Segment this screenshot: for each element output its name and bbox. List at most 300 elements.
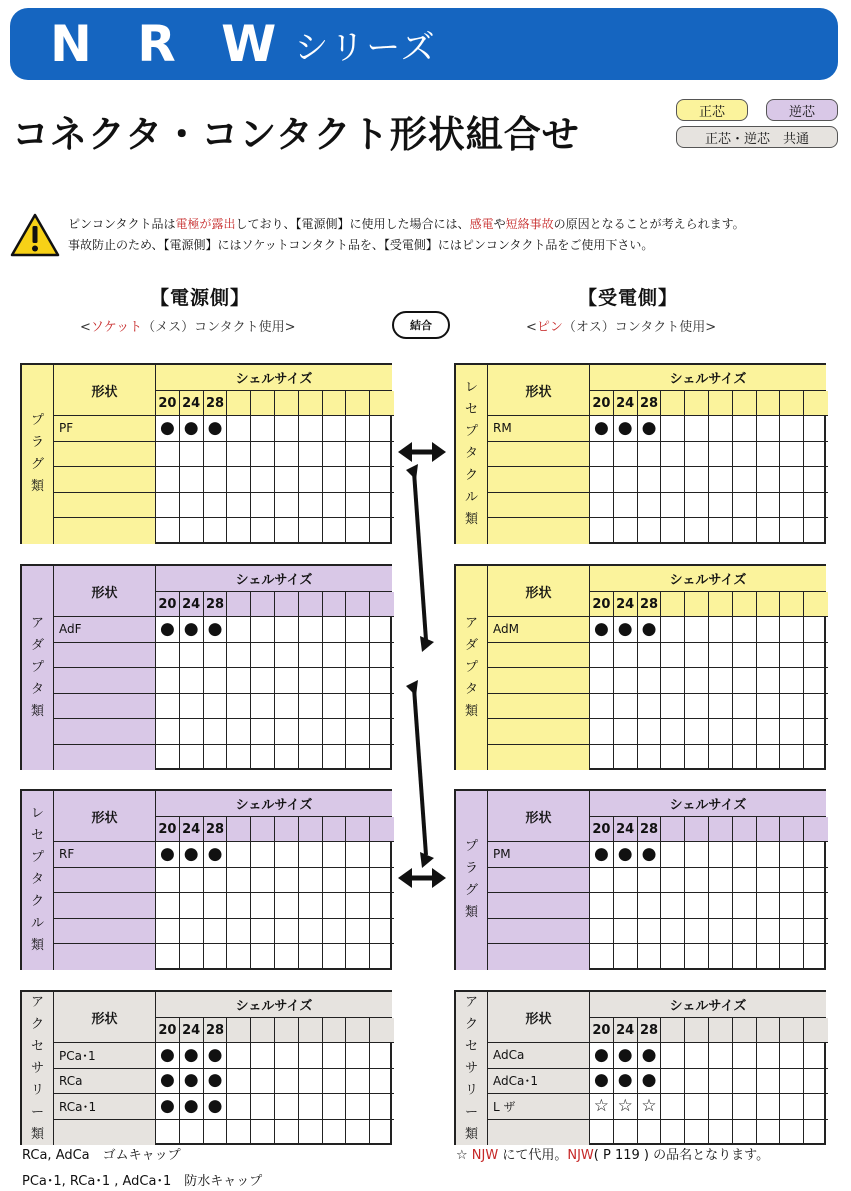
grid-cell [590, 643, 614, 669]
text-segment: しており、【電源側】に使用した場合には、 [235, 217, 470, 231]
grid-cell [323, 745, 347, 771]
grid-cell [275, 868, 299, 894]
substitute-mark-cell: ☆ [638, 1094, 662, 1120]
shape-header: 形状 [54, 365, 156, 416]
grid-cell [804, 1069, 828, 1095]
grid-cell [227, 668, 251, 694]
grid-cell [346, 944, 370, 970]
grid-cell [370, 1043, 394, 1069]
grid-cell [251, 416, 275, 442]
text-segment: ピンコンタクト品は [68, 217, 176, 231]
grid-cell [323, 1094, 347, 1120]
grid-cell [733, 442, 757, 468]
legend-common: 正芯・逆芯 共通 [676, 126, 838, 148]
shell-size-cell [733, 817, 757, 842]
grid-cell [323, 842, 347, 868]
grid-cell [323, 493, 347, 519]
compatible-mark-cell: ● [156, 416, 180, 442]
grid-cell [346, 1069, 370, 1095]
grid-cell [709, 893, 733, 919]
highlight-text: NJW [471, 1148, 499, 1163]
brand-name: N R W [50, 15, 291, 73]
grid-cell [638, 868, 662, 894]
grid-cell [275, 842, 299, 868]
shell-size-cell [227, 391, 251, 416]
grid-cell [804, 919, 828, 945]
text-segment: ( P 119 ) の品名となります。 [593, 1148, 770, 1163]
grid-cell [709, 944, 733, 970]
grid-cell [370, 745, 394, 771]
compatible-mark-cell: ● [638, 1043, 662, 1069]
row-label: L ザ [488, 1094, 590, 1120]
shell-size-header: シェルサイズ [590, 566, 826, 592]
grid-cell [299, 868, 323, 894]
grid-cell [709, 668, 733, 694]
grid-cell [227, 416, 251, 442]
grid-cell [804, 668, 828, 694]
row-label [54, 643, 156, 669]
grid-cell [780, 1120, 804, 1146]
shell-size-cell [299, 391, 323, 416]
grid-cell [370, 868, 394, 894]
shell-size-cell: 24 [614, 1018, 638, 1043]
grid-cell [275, 493, 299, 519]
grid-cell [346, 893, 370, 919]
grid-cell [156, 944, 180, 970]
compatible-mark-cell: ● [180, 617, 204, 643]
grid-cell [204, 1120, 228, 1146]
grid-cell [661, 442, 685, 468]
shell-size-cell [685, 817, 709, 842]
grid-cell [757, 694, 781, 720]
grid-cell [251, 745, 275, 771]
grid-cell [370, 518, 394, 544]
grid-cell [804, 617, 828, 643]
shell-size-cell [661, 592, 685, 617]
grid-cell [804, 719, 828, 745]
grid-cell [323, 467, 347, 493]
compatible-mark-cell: ● [614, 617, 638, 643]
grid-cell [227, 944, 251, 970]
grid-cell [370, 694, 394, 720]
grid-cell [590, 467, 614, 493]
grid-cell [370, 617, 394, 643]
shell-size-cell: 20 [156, 817, 180, 842]
shell-size-cell [757, 817, 781, 842]
grid-cell [370, 467, 394, 493]
grid-cell [180, 1120, 204, 1146]
grid-cell [275, 643, 299, 669]
row-label [54, 442, 156, 468]
grid-cell [156, 694, 180, 720]
compatible-mark-cell: ● [156, 1069, 180, 1095]
grid-cell [346, 493, 370, 519]
grid-cell [156, 893, 180, 919]
shell-size-cell [661, 1018, 685, 1043]
shell-size-cell: 24 [180, 1018, 204, 1043]
compatible-mark-cell: ● [638, 1069, 662, 1095]
shell-size-cell [275, 817, 299, 842]
row-label: AdF [54, 617, 156, 643]
grid-cell [299, 1069, 323, 1095]
shell-size-cell [299, 592, 323, 617]
shell-size-cell: 24 [614, 592, 638, 617]
grid-cell [757, 1043, 781, 1069]
grid-cell [638, 1120, 662, 1146]
grid-cell [685, 842, 709, 868]
row-label [54, 493, 156, 519]
row-label: AdM [488, 617, 590, 643]
grid-cell [804, 1043, 828, 1069]
grid-cell [661, 467, 685, 493]
grid-cell [275, 1069, 299, 1095]
grid-cell [804, 442, 828, 468]
grid-cell [323, 868, 347, 894]
grid-cell [156, 919, 180, 945]
grid-cell [370, 919, 394, 945]
grid-cell [346, 842, 370, 868]
text-segment: ☆ [456, 1148, 472, 1163]
grid-cell [709, 442, 733, 468]
shell-size-cell [804, 817, 828, 842]
warning-triangle-icon [10, 213, 60, 257]
grid-cell [156, 668, 180, 694]
receiving-side-subtitle: <ピン（オス）コンタクト使用> [526, 320, 717, 335]
shell-size-cell: 24 [180, 391, 204, 416]
grid-cell [757, 868, 781, 894]
grid-cell [180, 518, 204, 544]
grid-cell [780, 919, 804, 945]
grid-cell [180, 694, 204, 720]
row-label [54, 919, 156, 945]
grid-cell [709, 842, 733, 868]
grid-cell [204, 694, 228, 720]
grid-cell [757, 518, 781, 544]
shell-size-cell [780, 391, 804, 416]
grid-cell [661, 694, 685, 720]
grid-cell [614, 919, 638, 945]
grid-cell [156, 719, 180, 745]
grid-cell [638, 643, 662, 669]
shell-size-cell [757, 391, 781, 416]
shell-size-cell: 28 [638, 592, 662, 617]
grid-cell [323, 944, 347, 970]
grid-cell [370, 1069, 394, 1095]
shell-size-cell [299, 817, 323, 842]
grid-cell [370, 944, 394, 970]
grid-cell [614, 944, 638, 970]
grid-cell [251, 694, 275, 720]
grid-cell [180, 868, 204, 894]
grid-cell [275, 694, 299, 720]
grid-cell [204, 668, 228, 694]
grid-cell [204, 893, 228, 919]
grid-cell [590, 694, 614, 720]
grid-cell [757, 745, 781, 771]
grid-cell [299, 493, 323, 519]
grid-cell [757, 442, 781, 468]
grid-cell [275, 719, 299, 745]
shell-size-cell: 28 [204, 592, 228, 617]
text-segment: や [493, 217, 506, 231]
grid-cell [251, 493, 275, 519]
grid-cell [780, 416, 804, 442]
row-label [54, 467, 156, 493]
shell-size-cell [251, 817, 275, 842]
grid-cell [661, 745, 685, 771]
grid-cell [733, 944, 757, 970]
grid-cell [614, 694, 638, 720]
shell-size-cell [275, 1018, 299, 1043]
grid-cell [780, 467, 804, 493]
connection-arrows [392, 430, 452, 900]
grid-cell [804, 1120, 828, 1146]
grid-cell [638, 518, 662, 544]
grid-cell [204, 745, 228, 771]
grid-cell [757, 668, 781, 694]
grid-cell [780, 868, 804, 894]
grid-cell [227, 1094, 251, 1120]
grid-cell [661, 518, 685, 544]
grid-cell [227, 1120, 251, 1146]
grid-cell [275, 467, 299, 493]
shell-size-cell [323, 817, 347, 842]
grid-cell [709, 1043, 733, 1069]
grid-cell [180, 442, 204, 468]
row-label [488, 467, 590, 493]
grid-cell [299, 416, 323, 442]
grid-cell [346, 467, 370, 493]
grid-cell [804, 868, 828, 894]
grid-cell [685, 719, 709, 745]
grid-cell [733, 467, 757, 493]
shell-size-cell [323, 592, 347, 617]
grid-cell [614, 493, 638, 519]
grid-cell [323, 919, 347, 945]
grid-cell [757, 944, 781, 970]
grid-cell [757, 1094, 781, 1120]
grid-cell [323, 442, 347, 468]
compatible-mark-cell: ● [156, 842, 180, 868]
grid-cell [227, 893, 251, 919]
row-label [54, 868, 156, 894]
grid-cell [299, 1043, 323, 1069]
grid-cell [204, 518, 228, 544]
power-side-subtitle: <ソケット（メス）コンタクト使用> [80, 320, 296, 335]
compatible-mark-cell: ● [180, 842, 204, 868]
grid-cell [733, 1043, 757, 1069]
shell-size-cell: 20 [590, 817, 614, 842]
shell-size-cell: 28 [638, 817, 662, 842]
grid-cell [804, 643, 828, 669]
shape-header: 形状 [54, 566, 156, 617]
grid-cell [180, 493, 204, 519]
grid-cell [590, 493, 614, 519]
shape-header: 形状 [54, 992, 156, 1043]
highlight-text: 短絡事故 [505, 217, 554, 231]
shell-size-cell [780, 1018, 804, 1043]
grid-cell [275, 518, 299, 544]
grid-cell [709, 919, 733, 945]
grid-cell [733, 842, 757, 868]
grid-cell [323, 893, 347, 919]
compatible-mark-cell: ● [204, 617, 228, 643]
grid-cell [299, 617, 323, 643]
grid-cell [590, 893, 614, 919]
grid-cell [251, 668, 275, 694]
grid-cell [323, 694, 347, 720]
grid-cell [733, 893, 757, 919]
compatible-mark-cell: ● [590, 1069, 614, 1095]
grid-cell [709, 617, 733, 643]
grid-cell [590, 1120, 614, 1146]
grid-cell [370, 1094, 394, 1120]
row-label [54, 1120, 156, 1146]
grid-cell [299, 919, 323, 945]
grid-cell [733, 919, 757, 945]
grid-cell [180, 893, 204, 919]
series-banner [10, 8, 838, 80]
grid-cell [757, 719, 781, 745]
grid-cell [638, 893, 662, 919]
shell-size-header: シェルサイズ [590, 365, 826, 391]
grid-cell [323, 518, 347, 544]
compatible-mark-cell: ● [204, 1094, 228, 1120]
grid-cell [370, 668, 394, 694]
compatible-mark-cell: ● [638, 416, 662, 442]
grid-cell [757, 643, 781, 669]
receiving-side-title: 【受電側】 [578, 287, 679, 309]
shell-size-cell [780, 817, 804, 842]
grid-cell [661, 416, 685, 442]
grid-cell [757, 617, 781, 643]
substitute-mark-cell: ☆ [590, 1094, 614, 1120]
compatible-mark-cell: ● [204, 842, 228, 868]
grid-cell [661, 1094, 685, 1120]
grid-cell [227, 868, 251, 894]
grid-cell [590, 919, 614, 945]
grid-cell [780, 694, 804, 720]
grid-cell [590, 719, 614, 745]
shell-size-cell: 20 [156, 1018, 180, 1043]
shell-size-cell [709, 592, 733, 617]
grid-cell [757, 416, 781, 442]
grid-cell [275, 1094, 299, 1120]
grid-cell [590, 944, 614, 970]
grid-cell [780, 893, 804, 919]
grid-cell [614, 467, 638, 493]
grid-cell [180, 467, 204, 493]
grid-cell [156, 467, 180, 493]
shell-size-cell [346, 592, 370, 617]
grid-cell [757, 1069, 781, 1095]
grid-cell [685, 1120, 709, 1146]
warning-line-2: 事故防止のため、【電源側】にはソケットコンタクト品を、【受電側】にはピンコンタクト品をご使用下さい。 [68, 238, 654, 252]
category-label: プ ラ グ 類 [22, 365, 54, 544]
grid-cell [346, 518, 370, 544]
shell-size-cell: 28 [638, 1018, 662, 1043]
grid-cell [180, 643, 204, 669]
row-label [488, 745, 590, 771]
grid-cell [156, 493, 180, 519]
grid-cell [614, 668, 638, 694]
row-label [54, 518, 156, 544]
grid-cell [251, 518, 275, 544]
category-label: プ ラ グ 類 [456, 791, 488, 970]
grid-cell [323, 643, 347, 669]
grid-cell [733, 1120, 757, 1146]
category-label: ア ダ プ タ 類 [22, 566, 54, 770]
grid-cell [780, 719, 804, 745]
grid-cell [227, 745, 251, 771]
grid-cell [156, 868, 180, 894]
grid-cell [156, 745, 180, 771]
grid-cell [757, 493, 781, 519]
row-label [488, 668, 590, 694]
grid-cell [709, 694, 733, 720]
shell-size-cell: 24 [180, 592, 204, 617]
row-label [488, 893, 590, 919]
grid-cell [299, 643, 323, 669]
warning-line-1 [68, 214, 745, 235]
legend-reverse: 逆芯 [766, 99, 838, 121]
shell-size-header: シェルサイズ [590, 992, 826, 1018]
grid-cell [709, 745, 733, 771]
grid-cell [638, 745, 662, 771]
grid-cell [614, 518, 638, 544]
grid-cell [227, 643, 251, 669]
shell-size-header: シェルサイズ [156, 365, 392, 391]
row-label [488, 518, 590, 544]
grid-cell [614, 442, 638, 468]
compatible-mark-cell: ● [180, 1094, 204, 1120]
grid-cell [227, 617, 251, 643]
page-title: コネクタ・コンタクト形状組合せ [12, 113, 580, 156]
grid-cell [346, 694, 370, 720]
grid-cell [709, 1094, 733, 1120]
grid-cell [685, 643, 709, 669]
row-label [54, 668, 156, 694]
shell-size-cell [370, 391, 394, 416]
grid-cell [346, 442, 370, 468]
shell-size-cell: 20 [590, 1018, 614, 1043]
highlight-text: 感電 [469, 217, 494, 231]
shape-header: 形状 [488, 791, 590, 842]
grid-cell [275, 442, 299, 468]
compatible-mark-cell: ● [614, 416, 638, 442]
grid-cell [323, 719, 347, 745]
grid-cell [251, 1094, 275, 1120]
grid-cell [685, 467, 709, 493]
grid-cell [227, 842, 251, 868]
grid-cell [204, 944, 228, 970]
compatible-mark-cell: ● [156, 1043, 180, 1069]
grid-cell [661, 493, 685, 519]
compatible-mark-cell: ● [180, 1069, 204, 1095]
grid-cell [251, 1120, 275, 1146]
grid-cell [685, 1069, 709, 1095]
grid-cell [685, 1094, 709, 1120]
grid-cell [204, 868, 228, 894]
grid-cell [614, 745, 638, 771]
grid-cell [323, 1069, 347, 1095]
grid-cell [204, 467, 228, 493]
row-label [488, 442, 590, 468]
shell-size-cell [661, 817, 685, 842]
row-label [488, 694, 590, 720]
grid-cell [733, 1094, 757, 1120]
compatible-mark-cell: ● [590, 1043, 614, 1069]
